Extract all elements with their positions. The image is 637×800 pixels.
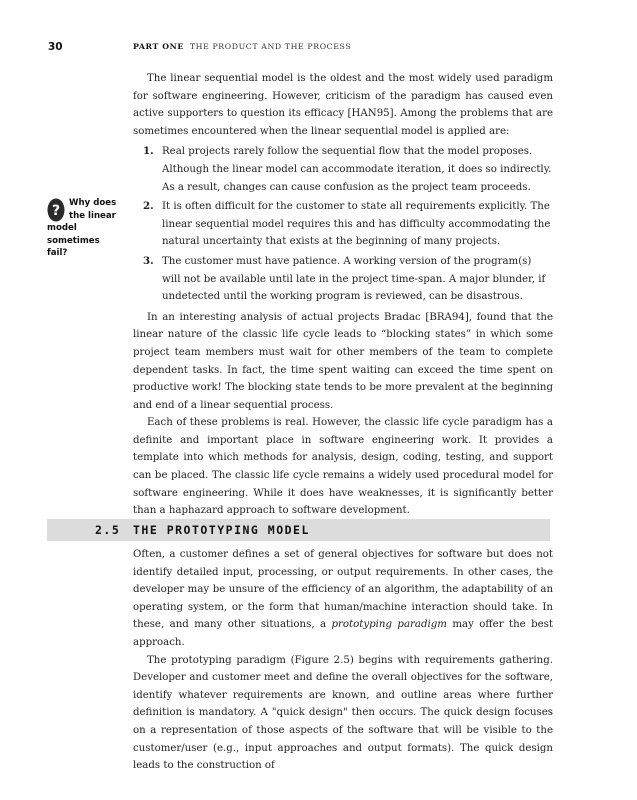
emphasis-term: prototyping paradigm: [331, 619, 447, 631]
list-item: [133, 253, 553, 306]
section-number: 2.5: [95, 523, 121, 537]
margin-note-line-2: the linear: [69, 210, 116, 221]
intro-paragraph: The linear sequential model is the oldest and the most widely used paradigm for software engineering. However, criticism of the paradigm has caused even active supporters to question its efficacy [HAN95]. Among the problems that are sometimes encountered when the linear sequential model is applied are:: [133, 73, 553, 137]
list-item: [133, 198, 553, 251]
list-item-number: 1.: [143, 145, 154, 158]
margin-note: [47, 197, 127, 260]
list-item-text: It is often difficult for the customer to state all requirements explicitly. The linear sequential model requires this and has difficulty accommodating the natural uncertainty that exists at the beginning of many projects.: [162, 201, 551, 248]
paragraph-text: may offer the best approach.: [133, 619, 553, 648]
svg-text:?: ?: [51, 203, 61, 219]
list-item-number: 3.: [143, 254, 154, 267]
running-head: [133, 42, 351, 51]
margin-note-line-1: Why does: [69, 198, 117, 208]
question-mark-icon: [47, 198, 65, 222]
list-item-number: 2.: [143, 200, 154, 213]
list-item-text: Real projects rarely follow the sequential flow that the model proposes. Although the linear model can accommodate iteration, it does so indirectly. As a result, changes can cause confusion as the project team proceeds.: [162, 146, 552, 193]
part-title: THE PRODUCT AND THE PROCESS: [189, 42, 352, 51]
margin-note-line-4: fail?: [47, 248, 68, 258]
list-item-text: The customer must have patience. A working version of the program(s) will not be available until late in the project time-span. A major blunder, if undetected until the working program is reviewed, can be disastrous.: [162, 255, 546, 303]
prototyping-paragraph-1: [133, 546, 553, 652]
prototyping-paragraph-2: The prototyping paradigm (Figure 2.5) begins with requirements gathering. Developer and customer meet and define the overall objectives for the software, identify whatever requirements are known, and outline areas where further definition is mandatory. A "quick design" then occurs. The quick design focuses on a representation of those aspects of the software that will be visible to the customer/user (e.g., input approaches and output formats). The quick design leads to the construction of: [133, 654, 553, 772]
running-header: [48, 41, 608, 55]
main-text-block: [133, 70, 553, 520]
analysis-paragraph: In an interesting analysis of actual projects Bradac [BRA94], found that the linear nature of the classic life cycle leads to “blocking states” in which some project team members must wait for other members of the team to complete dependent tasks. In fact, the time spent waiting can exceed the time spent on productive work! The blocking state tends to be more prevalent at the beginning and end of a linear sequential process.: [133, 311, 553, 411]
prototyping-text-block: [133, 546, 553, 775]
section-title: THE PROTOTYPING MODEL: [133, 523, 310, 537]
summary-paragraph: Each of these problems is real. However, the classic life cycle paradigm has a definite and important place in software engineering work. It provides a template into which methods for analysis, design, coding, testing, and support can be placed. The classic life cycle remains a widely used procedural model for software engineering. While it does have weaknesses, it is significantly better than a haphazard approach to software development.: [133, 417, 553, 517]
paragraph-text: Often, a customer defines a set of general objectives for software but does not identify detailed input, processing, or output requirements. In other cases, the developer may be unsure of the efficiency of an algorithm, the adaptability of an operating system, or the form that human/machine interaction should take. In these, and many other situations, a: [133, 549, 553, 631]
page-number: 30: [48, 41, 63, 53]
list-item: [133, 143, 553, 196]
part-label: PART ONE: [133, 42, 184, 51]
section-heading: [47, 519, 550, 541]
problem-list: [133, 143, 553, 305]
margin-note-line-3: model sometimes: [47, 223, 100, 246]
